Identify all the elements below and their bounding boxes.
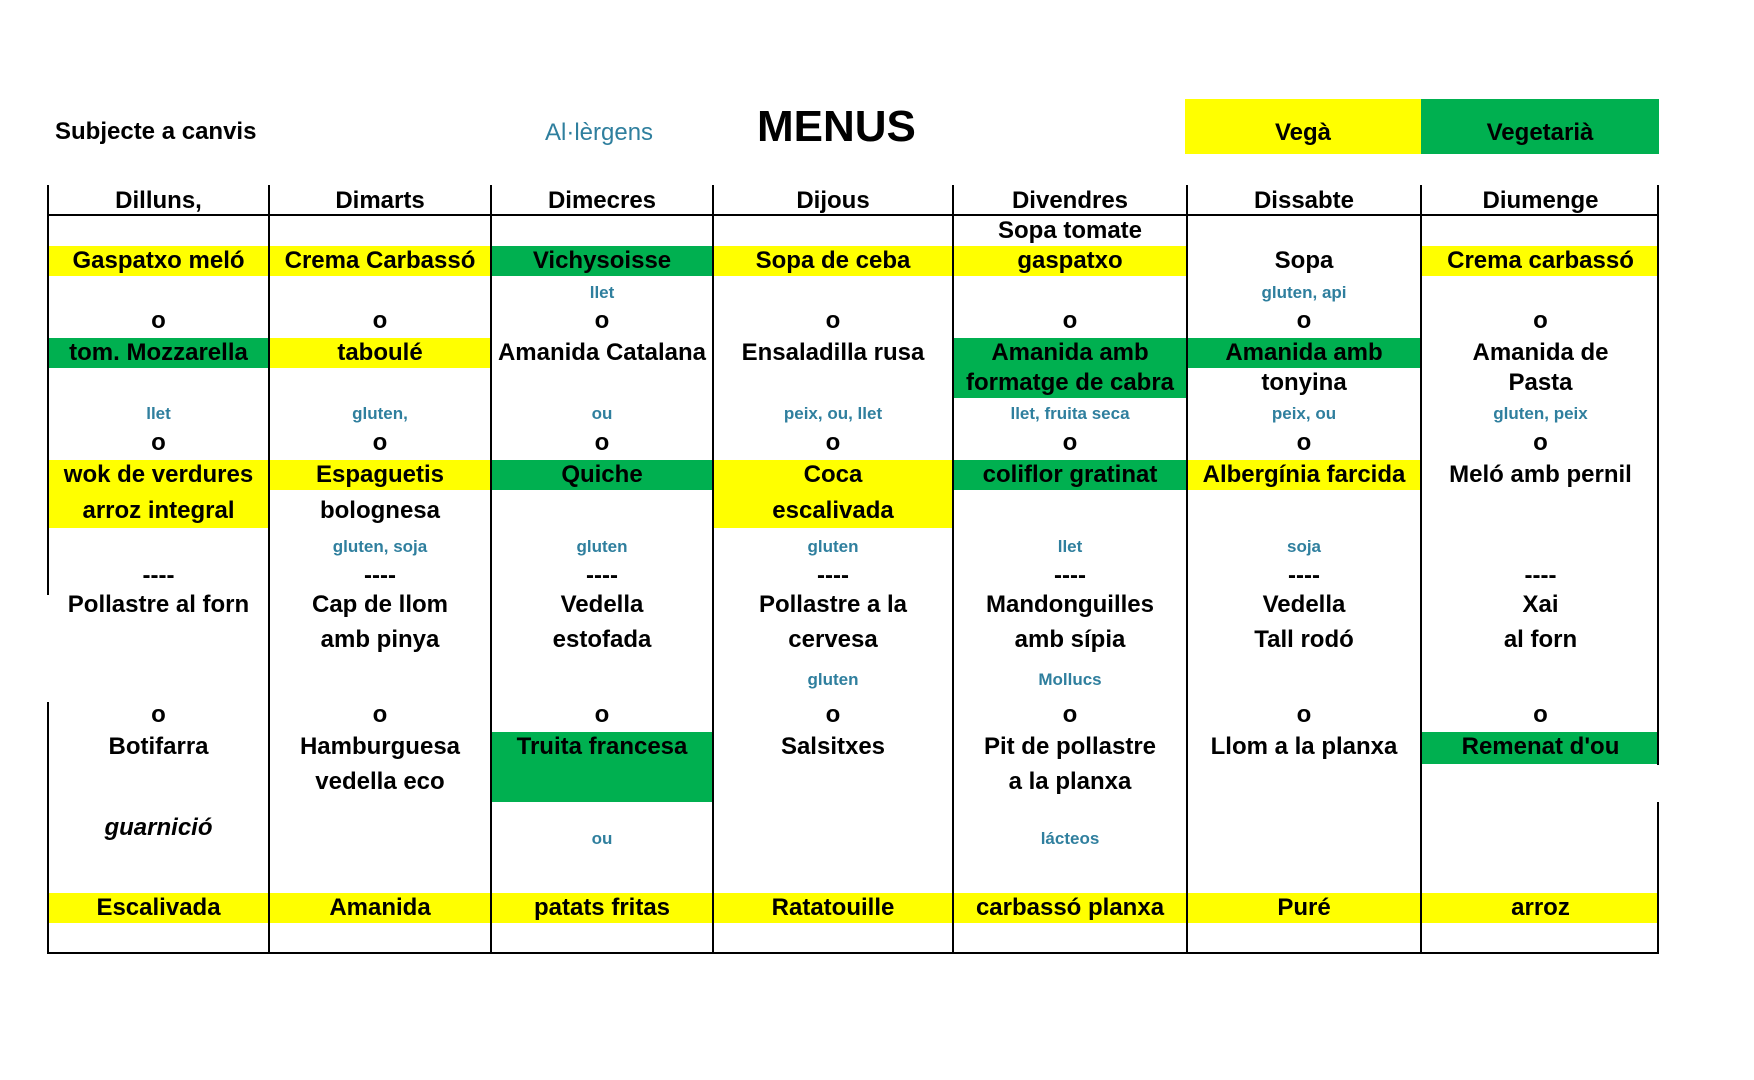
menu-item: carbassó planxa — [975, 894, 1165, 921]
menu-item: estofada — [552, 626, 652, 653]
menu-item: Crema carbassó — [1447, 247, 1634, 274]
menu-item: amb sípia — [1014, 626, 1126, 653]
allergen-info: peix, ou — [1271, 404, 1337, 423]
day-header: Diumenge — [1482, 187, 1599, 214]
course-separator: ---- — [586, 562, 618, 589]
menu-item: patats fritas — [533, 894, 671, 921]
menu-item: Truita francesa — [516, 733, 688, 760]
menu-item: escalivada — [772, 497, 894, 524]
day-header: Dijous — [796, 187, 870, 214]
legend-vegan-label: Vegà — [1274, 119, 1332, 146]
option-separator: o — [825, 701, 841, 728]
allergen-info: lácteos — [1040, 829, 1100, 848]
menu-item: Salsitxes — [780, 733, 886, 760]
allergen-info: ou — [591, 829, 613, 848]
option-separator: o — [151, 429, 166, 456]
menu-item: cervesa — [788, 626, 878, 653]
menu-item: arroz integral — [82, 497, 235, 524]
allergen-info: llet — [589, 283, 615, 302]
option-separator: o — [825, 307, 841, 334]
option-separator: o — [1296, 701, 1312, 728]
option-separator: o — [825, 429, 841, 456]
course-separator: ---- — [142, 562, 175, 589]
menu-item: coliflor gratinat — [982, 461, 1158, 488]
menu-item: Pasta — [1508, 369, 1573, 396]
option-separator: o — [1062, 701, 1078, 728]
menu-item: Amanida de — [1472, 339, 1609, 366]
course-separator: ---- — [1524, 562, 1557, 589]
option-separator: o — [372, 429, 388, 456]
allergen-info: Mollucs — [1038, 670, 1102, 689]
menu-item: tonyina — [1261, 369, 1347, 396]
day-header: Dimarts — [335, 187, 425, 214]
allergen-info: gluten, peix — [1493, 404, 1588, 423]
menu-item: Amanida amb — [1225, 339, 1383, 366]
day-header: Divendres — [1011, 187, 1129, 214]
option-separator: o — [594, 429, 610, 456]
course-separator: ---- — [1288, 562, 1320, 589]
menu-item: Hamburguesa — [299, 733, 461, 760]
menu-item: Pollastre al forn — [67, 591, 250, 618]
allergen-info: gluten — [807, 670, 859, 689]
menu-item: Gaspatxo meló — [72, 247, 245, 274]
menu-item: al forn — [1503, 626, 1578, 653]
course-separator: ---- — [1054, 562, 1086, 589]
menu-item: Pollastre a la — [758, 591, 908, 618]
day-header: Dissabte — [1253, 187, 1355, 214]
menu-item: Mandonguilles — [986, 591, 1154, 618]
menu-item: bolognesa — [319, 497, 440, 524]
menu-item: Vichysoisse — [532, 247, 672, 274]
menu-item: Meló amb pernil — [1449, 461, 1632, 488]
option-separator: o — [151, 701, 166, 728]
option-separator: o — [1533, 307, 1548, 334]
menu-item: Amanida Catalana — [497, 339, 707, 366]
allergen-info: llet — [1057, 537, 1083, 556]
menu-item: Quiche — [561, 461, 643, 488]
allergen-info: soja — [1286, 537, 1322, 556]
allergen-info: gluten, api — [1261, 283, 1347, 302]
menu-item: Albergínia farcida — [1202, 461, 1406, 488]
option-separator: o — [372, 701, 388, 728]
menu-item: Ensaladilla rusa — [741, 339, 925, 366]
menu-item: Vedella — [1262, 591, 1346, 618]
allergen-info: gluten — [807, 537, 859, 556]
day-header: Dimecres — [547, 187, 657, 214]
menu-item: Pit de pollastre — [983, 733, 1157, 760]
page-title: MENUS — [757, 102, 916, 151]
subject-to-change-note: Subjecte a canvis — [55, 118, 257, 145]
menu-item: Botifarra — [108, 733, 209, 760]
menu-item: formatge de cabra — [965, 369, 1175, 396]
menu-item: Puré — [1277, 894, 1331, 921]
menu-item: Sopa de ceba — [755, 247, 911, 274]
menu-item: Crema Carbassó — [284, 247, 476, 274]
menu-item: wok de verdures — [63, 461, 254, 488]
menu-item: taboulé — [337, 339, 423, 366]
menu-item: tom. Mozzarella — [69, 339, 248, 366]
allergen-info: gluten, soja — [332, 537, 428, 556]
menu-item: gaspatxo — [1017, 247, 1123, 274]
option-separator: o — [151, 307, 166, 334]
course-separator: ---- — [817, 562, 849, 589]
menu-item: Sopa tomate — [997, 217, 1143, 244]
allergen-info: peix, ou, llet — [783, 404, 883, 423]
option-separator: o — [1062, 429, 1078, 456]
option-separator: o — [1296, 307, 1312, 334]
option-separator: o — [1533, 701, 1548, 728]
option-separator: o — [1533, 429, 1548, 456]
allergen-info: gluten, — [352, 404, 408, 423]
option-separator: o — [1296, 429, 1312, 456]
menu-item: Vedella — [560, 591, 644, 618]
menu-item: arroz — [1511, 894, 1570, 921]
allergens-label: Al·lèrgens — [545, 119, 654, 146]
garnish-label: guarnició — [104, 814, 213, 841]
menu-item: Coca — [803, 461, 863, 488]
menu-item: Llom a la planxa — [1210, 733, 1398, 760]
menu-item: Sopa — [1274, 247, 1334, 274]
allergen-info: gluten — [576, 537, 628, 556]
menu-item: Xai — [1522, 591, 1559, 618]
menu-item: Espaguetis — [315, 461, 445, 488]
menu-item: a la planxa — [1008, 768, 1132, 795]
menu-item: amb pinya — [320, 626, 440, 653]
menu-item: Escalivada — [96, 894, 221, 921]
allergen-info: ou — [591, 404, 613, 423]
menu-item: Remenat d'ou — [1461, 733, 1620, 760]
menu-item: Amanida — [329, 894, 431, 921]
allergen-info: llet — [146, 404, 171, 423]
course-separator: ---- — [364, 562, 396, 589]
menu-item: Cap de llom — [311, 591, 449, 618]
day-header: Dilluns, — [115, 187, 202, 214]
menu-item: Tall rodó — [1254, 626, 1354, 653]
legend-vegetarian-label: Vegetarià — [1486, 119, 1594, 146]
menu-item: vedella eco — [315, 768, 445, 795]
option-separator: o — [594, 701, 610, 728]
allergen-info: llet, fruita seca — [1010, 404, 1130, 423]
menu-item: Ratatouille — [771, 894, 895, 921]
option-separator: o — [372, 307, 388, 334]
menu-item: Amanida amb — [991, 339, 1149, 366]
option-separator: o — [1062, 307, 1078, 334]
option-separator: o — [594, 307, 610, 334]
